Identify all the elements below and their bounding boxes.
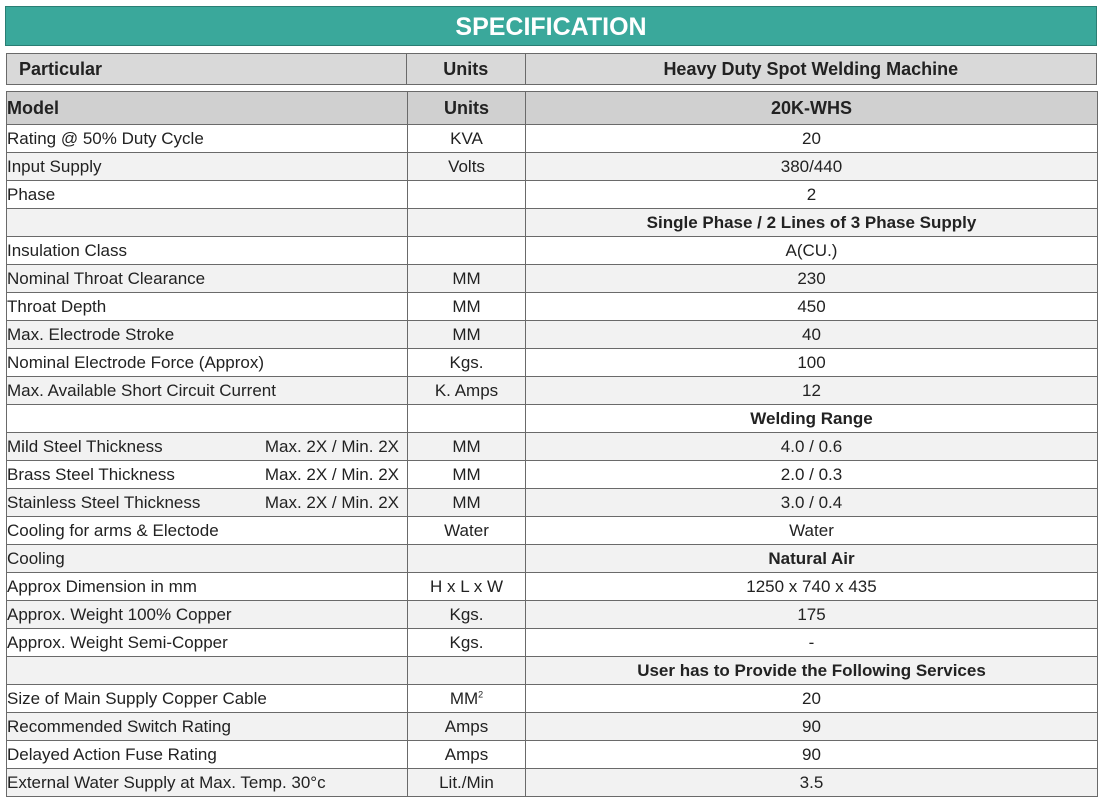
row-units: Volts [408, 153, 526, 181]
row-value: 3.0 / 0.4 [526, 489, 1098, 517]
table-row [7, 153, 1098, 181]
row-label: Delayed Action Fuse Rating [7, 741, 408, 769]
row-value: 230 [526, 265, 1098, 293]
row-value: 4.0 / 0.6 [526, 433, 1098, 461]
table-row [7, 685, 1098, 713]
table-header [6, 53, 1097, 85]
row-value: 20 [526, 685, 1098, 713]
table-row [7, 769, 1098, 797]
row-value: Natural Air [526, 545, 1098, 573]
spec-title-banner: SPECIFICATION [5, 6, 1097, 46]
row-label: Insulation Class [7, 237, 408, 265]
row-label: Nominal Throat Clearance [7, 265, 408, 293]
row-units: K. Amps [408, 377, 526, 405]
row-label: Cooling for arms & Electode [7, 517, 408, 545]
row-label: Size of Main Supply Copper Cable [7, 685, 408, 713]
row-label: Approx. Weight 100% Copper [7, 601, 408, 629]
table-row [7, 349, 1098, 377]
row-units: MM [408, 321, 526, 349]
row-value: 12 [526, 377, 1098, 405]
row-units [408, 657, 526, 685]
header-product: Heavy Duty Spot Welding Machine [663, 59, 959, 79]
row-value: Water [526, 517, 1098, 545]
row-units: MM [408, 489, 526, 517]
table-row [7, 293, 1098, 321]
table-row [7, 629, 1098, 657]
table-row [7, 573, 1098, 601]
table-row [7, 377, 1098, 405]
row-label [7, 405, 408, 433]
row-label [7, 209, 408, 237]
header-units: Units [407, 54, 526, 84]
row-label-text: Brass Steel Thickness [7, 465, 175, 484]
table-row [7, 601, 1098, 629]
row-value: 3.5 [526, 769, 1098, 797]
row-units: Lit./Min [408, 769, 526, 797]
row-value: 175 [526, 601, 1098, 629]
table-row [7, 181, 1098, 209]
row-units [408, 181, 526, 209]
row-value: 1250 x 740 x 435 [526, 573, 1098, 601]
spec-table [6, 91, 1098, 797]
section-row [7, 405, 1098, 433]
row-label-qualifier: Max. 2X / Min. 2X [264, 437, 399, 456]
row-label: Recommended Switch Rating [7, 713, 408, 741]
row-units: Amps [408, 713, 526, 741]
row-units [408, 545, 526, 573]
section-row [7, 209, 1098, 237]
row-label: Throat Depth [7, 293, 408, 321]
table-row [7, 237, 1098, 265]
row-units: Kgs. [408, 601, 526, 629]
table-row [7, 461, 1098, 489]
row-units: Amps [408, 741, 526, 769]
row-label: Rating @ 50% Duty Cycle [7, 125, 408, 153]
row-units-text: MM [449, 689, 479, 708]
row-label: Phase [7, 181, 408, 209]
row-value: - [526, 629, 1098, 657]
row-units [408, 685, 526, 713]
row-label [7, 657, 408, 685]
table-row [7, 265, 1098, 293]
row-units [408, 209, 526, 237]
row-units: MM [408, 433, 526, 461]
row-units [408, 405, 526, 433]
row-label-text: Mild Steel Thickness [7, 437, 163, 456]
row-units: MM [408, 265, 526, 293]
row-units: KVA [408, 125, 526, 153]
model-value: 20K-WHS [526, 92, 1098, 125]
table-row [7, 321, 1098, 349]
table-row [7, 713, 1098, 741]
model-label: Model [7, 92, 408, 125]
table-row [7, 125, 1098, 153]
row-units: Water [408, 517, 526, 545]
row-value: 40 [526, 321, 1098, 349]
row-label-text: Stainless Steel Thickness [7, 493, 201, 512]
row-label [7, 461, 408, 489]
section-row [7, 657, 1098, 685]
row-value: 90 [526, 741, 1098, 769]
row-value: 2.0 / 0.3 [526, 461, 1098, 489]
row-value: 380/440 [526, 153, 1098, 181]
row-label [7, 489, 408, 517]
row-value: A(CU.) [526, 237, 1098, 265]
table-row [7, 741, 1098, 769]
row-units: Kgs. [408, 629, 526, 657]
section-heading: Single Phase / 2 Lines of 3 Phase Supply [526, 209, 1098, 237]
model-units: Units [408, 92, 526, 125]
row-units: Kgs. [408, 349, 526, 377]
row-value: 100 [526, 349, 1098, 377]
table-row [7, 517, 1098, 545]
table-row [7, 489, 1098, 517]
row-units-superscript: 2 [478, 689, 484, 700]
row-value: 2 [526, 181, 1098, 209]
row-label: Nominal Electrode Force (Approx) [7, 349, 408, 377]
row-units: H x L x W [408, 573, 526, 601]
row-label: External Water Supply at Max. Temp. 30°c [7, 769, 408, 797]
model-row [7, 92, 1098, 125]
row-value: 450 [526, 293, 1098, 321]
section-heading: User has to Provide the Following Services [526, 657, 1098, 685]
row-label: Input Supply [7, 153, 408, 181]
row-label [7, 433, 408, 461]
section-heading: Welding Range [526, 405, 1098, 433]
row-label: Approx Dimension in mm [7, 573, 408, 601]
table-row [7, 545, 1098, 573]
row-value: 20 [526, 125, 1098, 153]
header-particular: Particular [7, 54, 407, 84]
table-row [7, 433, 1098, 461]
row-units: MM [408, 293, 526, 321]
row-label: Max. Available Short Circuit Current [7, 377, 408, 405]
row-label: Approx. Weight Semi-Copper [7, 629, 408, 657]
row-label: Cooling [7, 545, 408, 573]
row-units [408, 237, 526, 265]
row-label-qualifier: Max. 2X / Min. 2X [264, 465, 399, 484]
row-label-qualifier: Max. 2X / Min. 2X [264, 493, 399, 512]
row-label: Max. Electrode Stroke [7, 321, 408, 349]
row-value: 90 [526, 713, 1098, 741]
row-units: MM [408, 461, 526, 489]
